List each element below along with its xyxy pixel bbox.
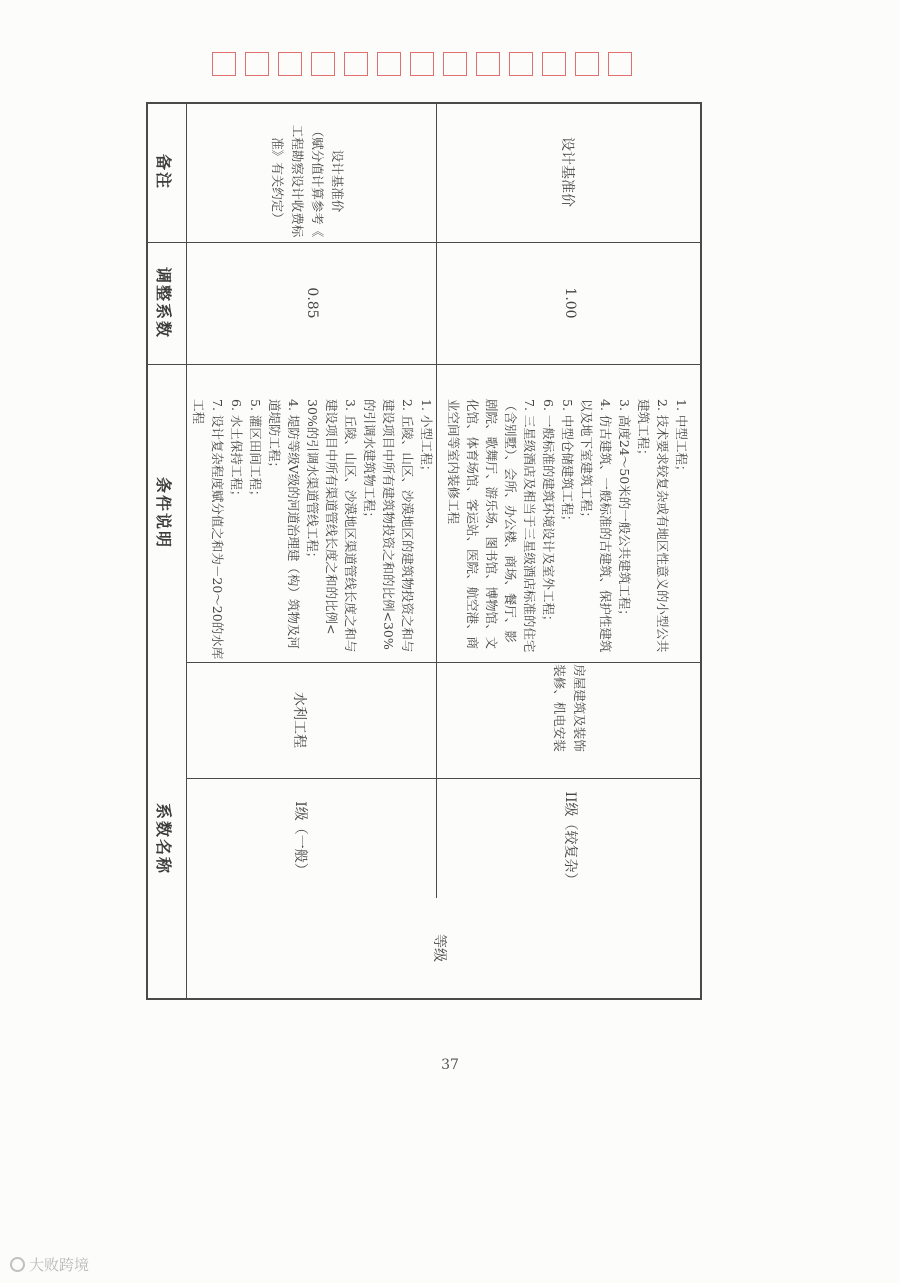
condition-line: 4. 仿古建筑、一般标准的古建筑、保护性建筑: [598, 398, 613, 652]
condition-line: （含别墅）、会所、办公楼、商场、餐厅、影: [503, 398, 518, 643]
condition-line: 以及地下室建筑工程；: [579, 398, 594, 524]
condition-line: 5. 中型仓储建筑工程；: [560, 398, 575, 527]
stamp-box: [245, 52, 269, 76]
condition-line: 业空间等室内装修工程: [446, 398, 461, 524]
header-adjust: 调整系数: [154, 266, 173, 339]
condition-line: 30%的引调水渠道管线工程；: [304, 398, 320, 564]
note-2: 设计基准价: [559, 137, 575, 207]
condition-line: 2. 丘陵、山区、沙漠地区的建筑物投资之和与: [399, 398, 415, 652]
row-separator: [436, 102, 437, 898]
grade-1: I级（一般）: [292, 801, 308, 877]
category-1: 水利工程: [291, 692, 307, 748]
stamp-box: [443, 52, 467, 76]
stamp-box: [575, 52, 599, 76]
condition-line: 7. 设计复杂程度赋分值之和为－20～20的水库: [209, 398, 225, 659]
condition-line: 7. 三星级酒店及相当于三星级酒店标准的住宅: [522, 398, 537, 652]
watermark-text: 大败跨境: [29, 1256, 90, 1274]
coefficient-table: [146, 102, 702, 1000]
condition-line: 1. 小型工程；: [418, 398, 434, 477]
condition-line: 5. 灌区田间工程；: [247, 398, 263, 502]
condition-line: 建设项目中所有建筑物投资之和的比例<30%: [380, 398, 396, 650]
table-border: [146, 102, 148, 1000]
stamp-box: [542, 52, 566, 76]
watermark: [10, 1254, 89, 1275]
watermark-logo-icon: [10, 1257, 25, 1272]
level-label: 等级: [431, 934, 447, 962]
column-separator: [186, 778, 702, 779]
condition-line: 6. 水土保持工程；: [228, 398, 244, 502]
stamp-box: [410, 52, 434, 76]
condition-line: 1. 中型工程；: [674, 398, 689, 477]
stamp-box: [608, 52, 632, 76]
condition-line: 6. 一般标准的建筑环境设计及室外工程；: [541, 398, 556, 627]
condition-line: 的引调水建筑物工程；: [361, 398, 377, 524]
column-separator: [146, 364, 702, 365]
condition-line: 剧院、歌舞厅、游乐场、图书馆、博物馆、文: [484, 398, 499, 649]
condition-line: 3. 高度24～50米的一般公共建筑工程；: [617, 398, 632, 622]
column-separator: [146, 242, 702, 243]
stamp-box-row: [212, 52, 632, 76]
condition-line: 建筑工程；: [636, 398, 651, 462]
grade-2: II级（较复杂）: [562, 791, 578, 887]
page-number: 37: [441, 1057, 459, 1073]
conditions-1: [187, 399, 436, 698]
condition-line: 3. 丘陵、山区、沙漠地区渠道管线长度之和与: [342, 398, 358, 652]
table-border: [146, 998, 702, 1000]
conditions-2: [442, 399, 691, 698]
stamp-box: [509, 52, 533, 76]
table-border: [700, 102, 702, 1000]
stamp-box: [377, 52, 401, 76]
condition-line: 工程: [190, 398, 206, 424]
coefficient-2: 1.00: [562, 287, 578, 319]
condition-line: 建设项目中所有渠道管线长度之和的比例<: [323, 398, 339, 634]
table-border: [146, 102, 702, 104]
condition-line: 化馆、体育场馆、客运站、医院、航空港、商: [465, 398, 480, 649]
header-coef-name: 系数名称: [154, 802, 173, 875]
stamp-box: [212, 52, 236, 76]
condition-line: 2. 技术要求较复杂或有地区性意义的小型公共: [655, 398, 670, 652]
condition-line: 4. 堤防等级Ⅴ级的河道治理建（构）筑物及河: [285, 398, 301, 649]
header-note: 备注: [154, 153, 173, 190]
stamp-box: [476, 52, 500, 76]
stamp-box: [311, 52, 335, 76]
note-1: 设计基准价 （赋分值计算参考《 工程勘察设计收费标 准》有关约定）: [270, 124, 345, 238]
stamp-box: [278, 52, 302, 76]
category-2: 房屋建筑及装饰 装修、机电安装: [552, 664, 587, 752]
stamp-box: [344, 52, 368, 76]
condition-line: 道堤防工程；: [266, 398, 282, 474]
header-condition: 条件说明: [154, 476, 173, 549]
coefficient-1: 0.85: [304, 287, 320, 319]
